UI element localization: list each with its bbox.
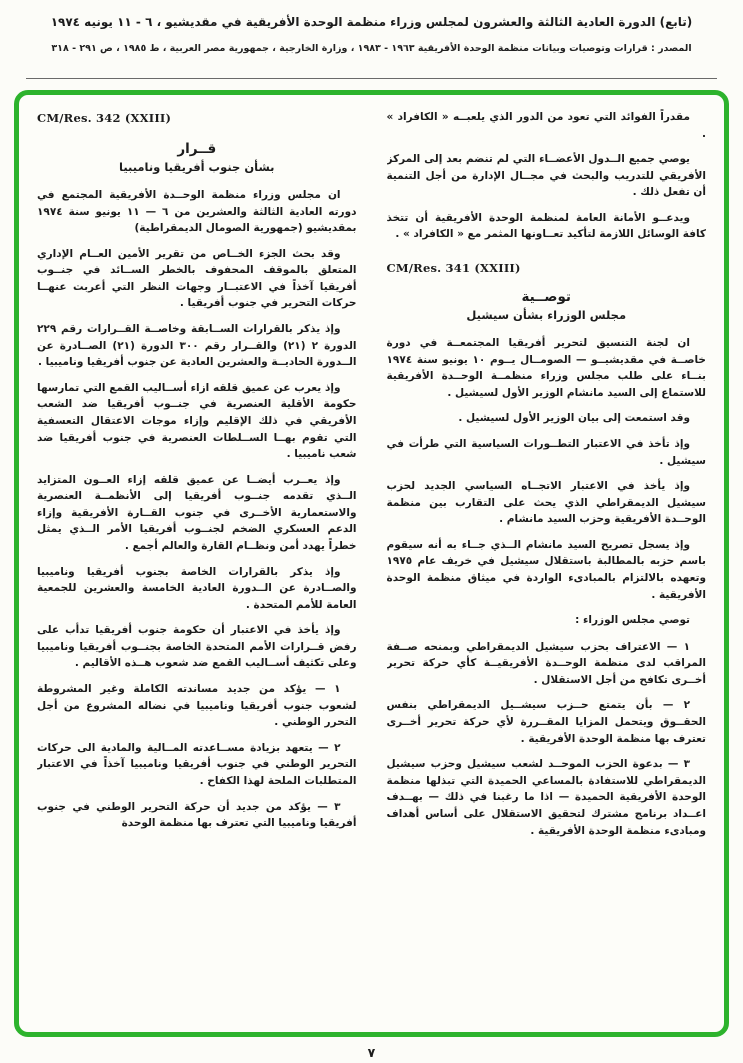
resolution-code-341: CM/Res. 341 (XXIII) xyxy=(386,261,521,276)
numbered-item: ٢ — يتعهد بزيادة مســاعدته المــالية والمادية الى حركات التحرير الوطني في جنوب أفريقيا وناميبيا آخذاً في الاعتبار المتطلبات الملحة لهذا الكفاح . xyxy=(37,741,357,787)
header-divider xyxy=(26,78,717,79)
page-number: ٧ xyxy=(367,1045,376,1060)
paragraph: وإذ تأخذ في الاعتبار التطــورات السياسية التي طرأت في سيشيل . xyxy=(386,437,706,467)
paragraph: ان مجلس وزراء منظمة الوحــدة الأفريقية المجتمع في دورته العادية الثالثة والعشرين من ٦ — ١١ يونيو سنة ١٩٧٤ بمقديشيو (جمهورية الصومال الديمقراطية) xyxy=(37,189,357,235)
paragraph: وقد استمعت إلى بيان الوزير الأول لسيشيل . xyxy=(458,412,690,425)
paragraph: وإذ يأخذ في الاعتبار الاتجــاه السياسي الجديد لحزب سيشيل الديمقراطي الذي يحث على التقارب بين منظمة الوحــدة الأفريقية وحزب السيد مانشام . xyxy=(386,480,706,526)
page-header xyxy=(26,12,717,57)
paragraph: وإذ يسجل تصريح السيد مانشام الــذي جــاء به أنه سيقوم باسم حزبه بالمطالبة باستقلال سيشيل في خريف عام ١٩٧٥ وتعهده بالالتزام بالمبادىء الواردة في ميثاق منظمة الوحدة الأفريقية . xyxy=(386,538,706,601)
numbered-item: ٢ — بأن يتمتع حــزب سيشــيل الديمقراطي بنفس الحقــوق ويتحمل المزايا المقــررة لأي حركة تحرير أخــرى تعترف بها منظمة الوحدة الأفريقية . xyxy=(386,699,706,745)
paragraph: وإذ يعــرب أيضــا عن عميق قلقه إزاء العــون المتزايد الــذي تقدمه جنــوب أفريقيا إلى الأنظمــة العنصرية والاستعمارية الأخــرى في جنوب القــارة الأفريقية وإزاء الدعم العسكري الضخم لجنــوب أفريقيا الأمر الــذي يمثل خطراً يهدد أمن ونظــام القارة والعالم أجمع . xyxy=(37,473,357,552)
numbered-item: ١ — يؤكد من جديد مساندته الكاملة وغير المشروطة لشعوب جنوب أفريقيا وناميبيا في نضاله المشروع من أجل التحرر الوطني . xyxy=(37,683,357,729)
resolution-subtitle: مجلس الوزراء بشأن سيشيل xyxy=(466,308,627,323)
resolution-code-342: CM/Res. 342 (XXIII) xyxy=(37,111,172,125)
two-column-layout xyxy=(37,109,706,1022)
paragraph: وإذ يذكر بالقرارات الســابقة وخاصــة القــرارات رقم ٢٢٩ الدورة ٢ (٢١) والقــرار رقم ٣٠٠ الدورة (٢١) الصــادرة عن الــدورة الحاديــة والعشرين العادية عن جنوب أفريقيا وناميبيا . xyxy=(37,323,357,369)
paragraph: وإذ يذكر بالقرارات الخاصة بجنوب أفريقيا وناميبيا والصــادرة عن الــدورة العادية الخامسة والعشرين للجمعية العامة للأمم المتحدة . xyxy=(37,565,357,611)
paragraph: ويدعــو الأمانة العامة لمنظمة الوحدة الأفريقية أن تتخذ كافة الوسائل اللازمة لتأكيد تعــاونها المثمر مع « الكافراد » . xyxy=(386,211,706,241)
recommendation-intro: توصي مجلس الوزراء : xyxy=(575,614,690,627)
paragraph: وإذ يأخذ في الاعتبار أن حكومة جنوب أفريقيا تدأب على رفض قــرارات الأمم المتحدة الخاصة بجنــوب أفريقيا وناميبيا وعلى تكثيف أســاليب القمع ضد شعوب هــذه الأقاليم . xyxy=(37,624,357,670)
paragraph: وقد بحث الجزء الخــاص من تقرير الأمين العــام الإداري المتعلق بالموقف المحفوف بالخطر الســائد في جنــوب أفريقيا آخذاً في الاعتبــار وجهات النظر التي أعربت عنهــا حركات التحرير في جنوب أفريقيا . xyxy=(37,247,357,310)
resolution-title: توصــية xyxy=(521,289,571,306)
paragraph: يوصي جميع الــدول الأعضــاء التي لم تنضم بعد إلى المركز الأفريقي للتدريب والبحث في مجــال الإدارة من أجل التنمية أن تفعل ذلك . xyxy=(386,153,706,199)
header-session-line: (تابع) الدورة العادية الثالثة والعشرون لمجلس وزراء منظمة الوحدة الأفريقية في مقديشيو ، ٦ - ١١ يونيه ١٩٧٤ xyxy=(50,15,693,29)
numbered-item: ١ — الاعتراف بحزب سيشيل الديمقراطي وبمنحه صــفة المراقب لدى منظمة الوحــدة الأفريقيــة كأي حركة تحرير أخــرى تكافح من أجل الاستقلال . xyxy=(386,640,706,686)
left-column xyxy=(37,109,357,1022)
resolution-title: قــرار xyxy=(177,141,217,157)
green-border-frame xyxy=(14,90,729,1037)
resolution-subtitle: بشأن جنوب أفريقيا وناميبيا xyxy=(119,160,275,174)
paragraph: وإذ يعرب عن عميق قلقه ازاء أســاليب القمع التي تمارسها حكومة الأقلية العنصرية في جنــوب أفريقيا ضد الشعب الأفريقي في ذلك الإقليم وإزاء موجات الاعتقال التعسفية التي تقوم بهــا الســلطات العنصرية في جنوب أفريقيا ضد شعب ناميبيا . xyxy=(37,381,357,461)
numbered-item: ٣ — بدعوة الحزب الموحــد لشعب سيشيل وحزب سيشيل الديمقراطي للاستفادة بالمساعي الحميدة التي تبذلها منظمة الوحدة الأفريقية الحميدة — اذا ما رغبنا في ذلك — بهــدف اعــداد برنامج مشترك لتحقيق الاستقلال على أساس أهداف ومبادىء منظمة الوحدة الأفريقية . xyxy=(386,758,706,837)
numbered-item: ٣ — يؤكد من جديد أن حركة التحرير الوطني في جنوب أفريقيا وناميبيا التي تعترف بها منظمة الوحدة xyxy=(37,800,357,830)
right-column xyxy=(387,109,707,1022)
header-source-line: المصدر : قرارات وتوصيات وبيانات منظمة الوحدة الأفريقية ١٩٦٣ - ١٩٨٣ ، وزارة الخارجية ، جمهورية مصر العربية ، ط ١٩٨٥ ، ص ٢٩١ - ٣١٨ xyxy=(51,43,692,55)
paragraph: مقدراً الفوائد التي تعود من الدور الذي يلعبــه « الكافراد » . xyxy=(386,111,706,140)
paragraph: ان لجنة التنسيق لتحرير أفريقيا المجتمعــة في دورة خاصــة في مقديشيــو — الصومــال يــوم ١٠ يونيو سنة ١٩٧٤ بنــاء على طلب مجلس وزراء منظمــة الوحــدة الأفريقية للاستماع إلى السيد مانشام الوزير الأول لسيشيل . xyxy=(386,337,706,399)
